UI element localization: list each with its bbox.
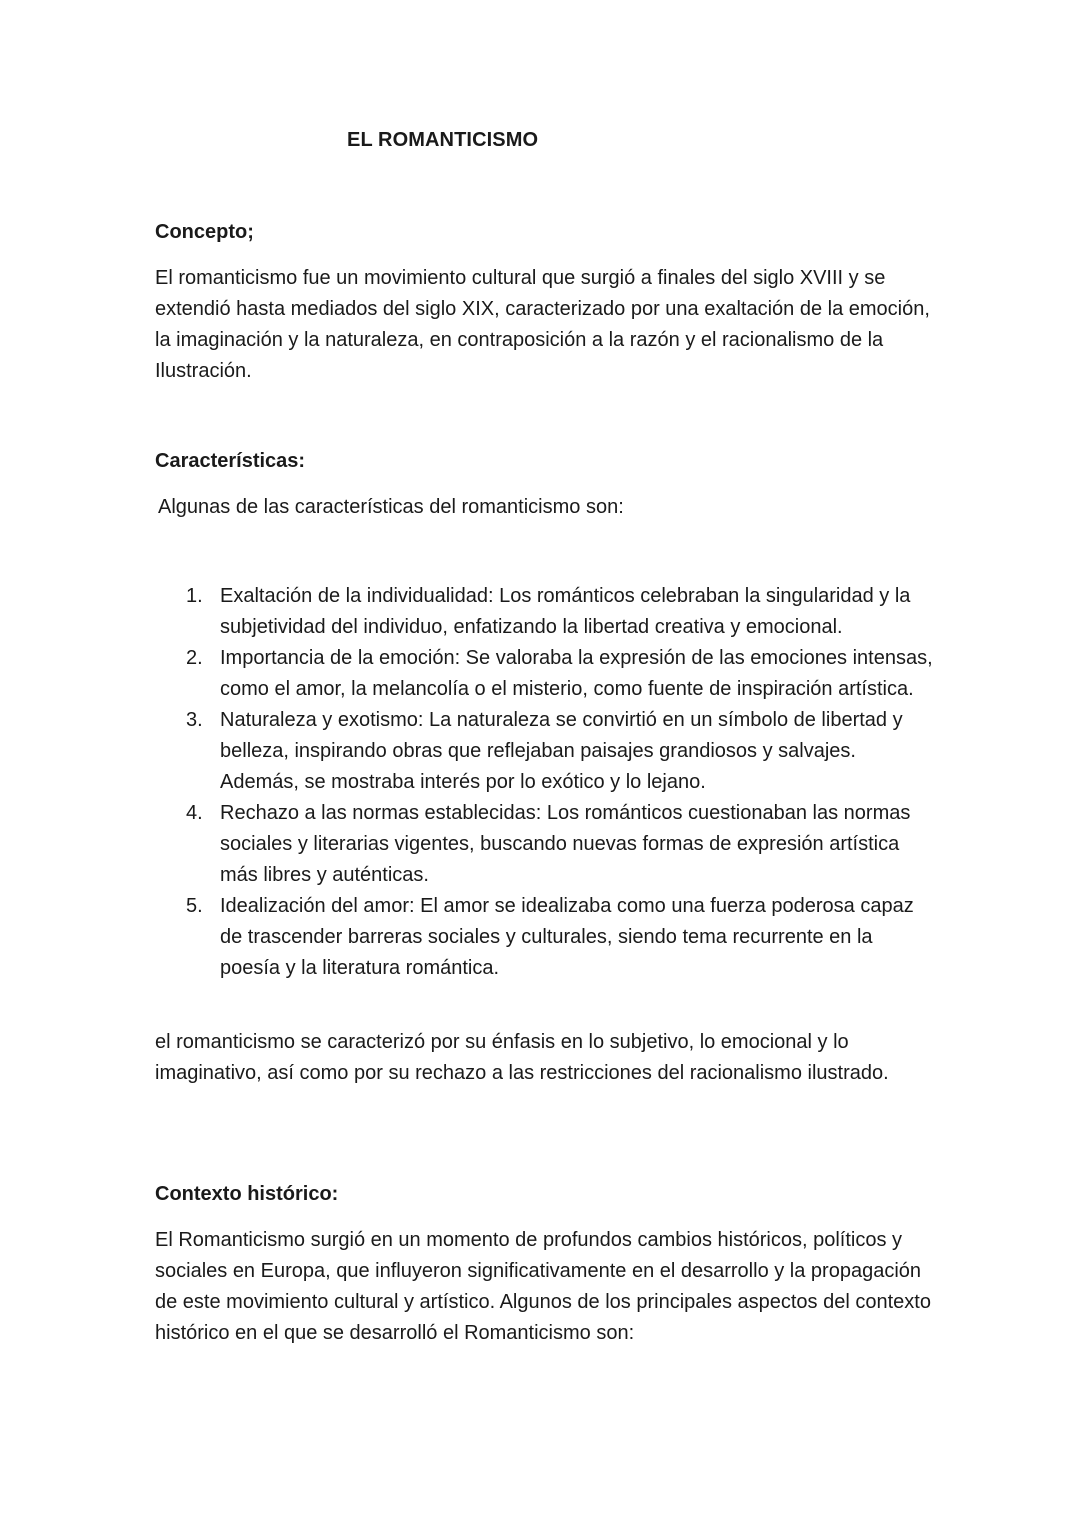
list-item-number: 1. xyxy=(186,585,203,607)
list-item xyxy=(186,891,936,984)
concepto-heading: Concepto; xyxy=(155,221,254,243)
contexto-heading: Contexto histórico: xyxy=(155,1183,339,1205)
list-item-number: 5. xyxy=(186,895,203,917)
list-item-text: Importancia de la emoción: Se valoraba la expresión de las emociones intensas, como el amor, la melancolía o el misterio, como fuente de inspiración artística. xyxy=(220,647,933,700)
list-item-number: 4. xyxy=(186,802,203,824)
list-item-number: 3. xyxy=(186,709,203,731)
caracteristicas-heading: Características: xyxy=(155,450,306,472)
list-item-text: Exaltación de la individualidad: Los románticos celebraban la singularidad y la subjetividad del individuo, enfatizando la libertad creativa y emocional. xyxy=(220,585,911,638)
list-item-text: Rechazo a las normas establecidas: Los románticos cuestionaban las normas sociales y literarias vigentes, buscando nuevas formas de expresión artística más libres y auténticas. xyxy=(220,802,911,886)
list-item-text: Idealización del amor: El amor se idealizaba como una fuerza poderosa capaz de trascender barreras sociales y culturales, siendo tema recurrente en la poesía y la literatura romántica. xyxy=(220,895,914,979)
caracteristicas-conclusion: el romanticismo se caracterizó por su énfasis en lo subjetivo, lo emocional y lo imaginativo, así como por su rechazo a las restricciones del racionalismo ilustrado. xyxy=(155,1031,889,1084)
list-item-number: 2. xyxy=(186,647,203,669)
list-item xyxy=(186,705,936,798)
caracteristicas-list xyxy=(186,581,936,984)
contexto-paragraph: El Romanticismo surgió en un momento de profundos cambios históricos, políticos y sociales en Europa, que influyeron significativamente en el desarrollo y la propagación de este movimiento cultural y artístico. Algunos de los principales aspectos del contexto histórico en el que se desarrolló el Romanticismo son: xyxy=(155,1229,931,1344)
list-item xyxy=(186,581,936,643)
list-item xyxy=(186,798,936,891)
list-item xyxy=(186,643,936,705)
document-title: EL ROMANTICISMO xyxy=(347,129,539,151)
list-item-text: Naturaleza y exotismo: La naturaleza se convirtió en un símbolo de libertad y belleza, inspirando obras que reflejaban paisajes grandiosos y salvajes. Además, se mostraba interés por lo exótico y lo lejano. xyxy=(220,709,903,793)
caracteristicas-intro: Algunas de las características del romanticismo son: xyxy=(158,496,624,518)
concepto-paragraph: El romanticismo fue un movimiento cultural que surgió a finales del siglo XVIII y se extendió hasta mediados del siglo XIX, caracterizado por una exaltación de la emoción, la imaginación y la naturaleza, en contraposición a la razón y el racionalismo de la Ilustración. xyxy=(155,267,930,382)
